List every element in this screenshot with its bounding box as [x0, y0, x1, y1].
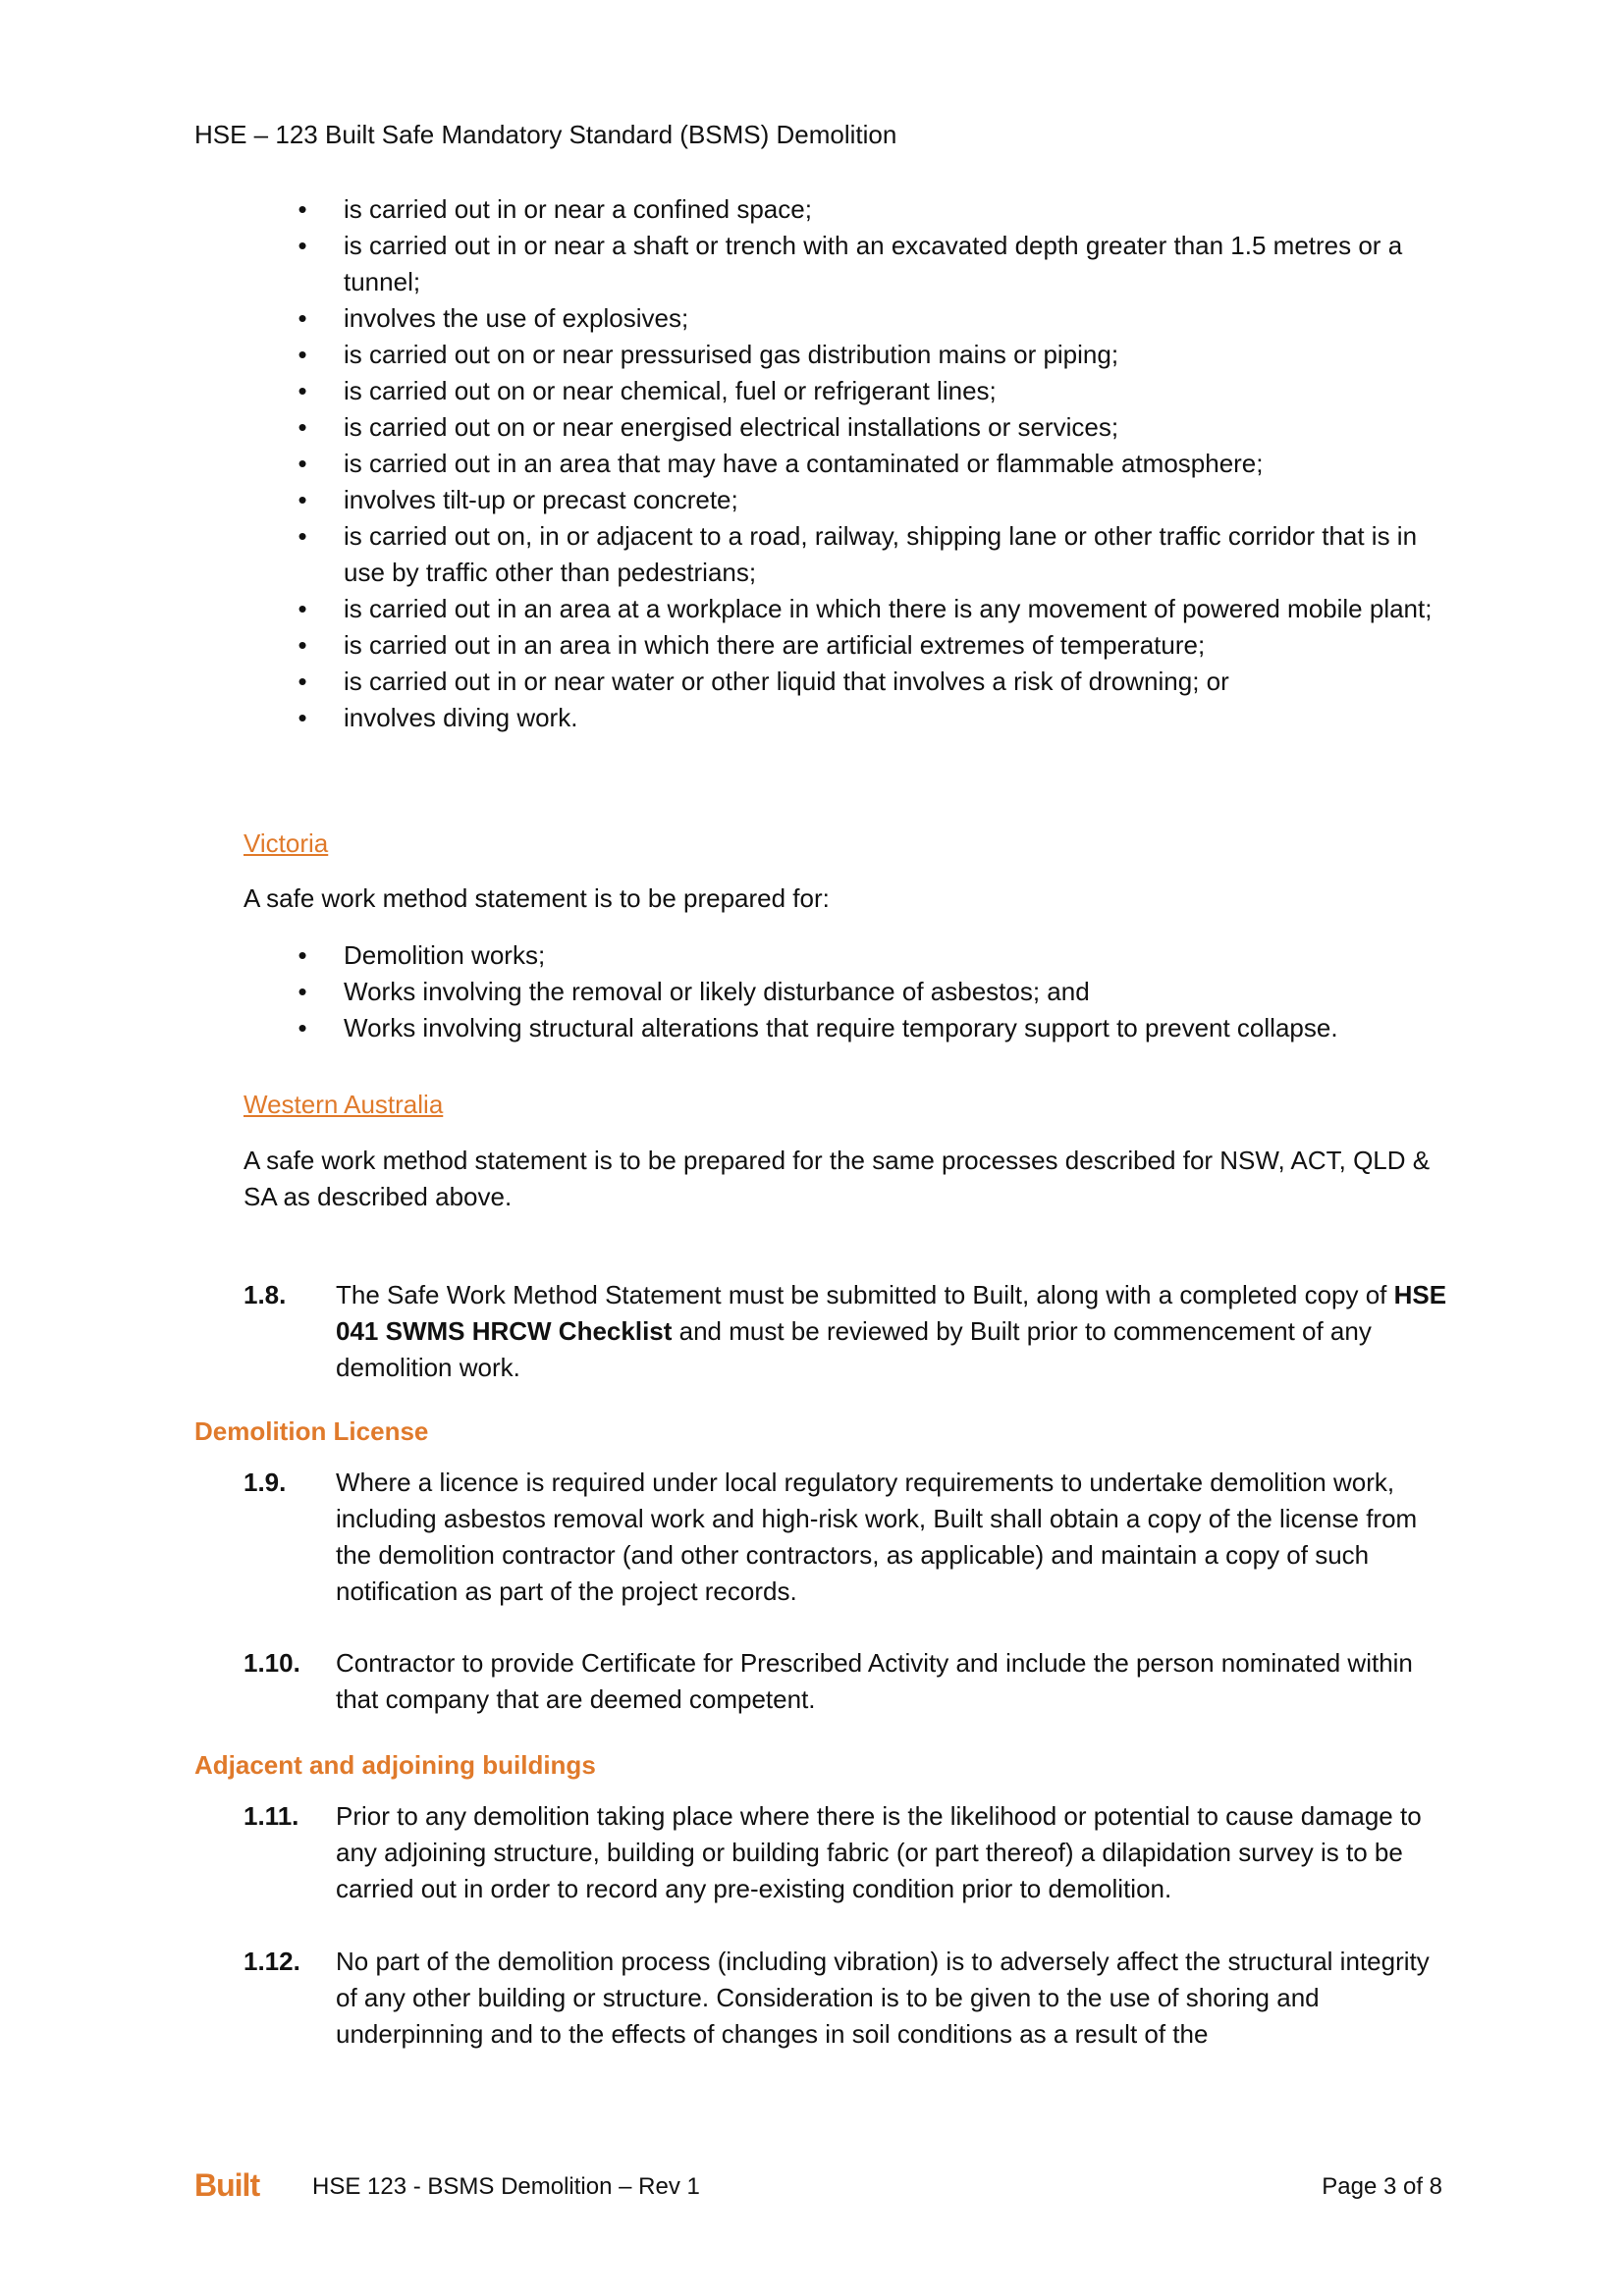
bullet-icon: • — [298, 194, 307, 224]
clause-1-11 — [244, 1798, 1451, 1907]
clause-text: Prior to any demolition taking place where there is the likelihood or potential to cause damage to any adjoining structure, building or building fabric (or part thereof) a dilapidation survey is to be carried out in order to record any pre-existing condition prior to demolition. — [336, 1801, 1422, 1903]
victoria-heading-link[interactable]: Victoria — [244, 828, 329, 858]
victoria-bullet-list — [293, 937, 1451, 1046]
clause-text: No part of the demolition process (including vibration) is to adversely affect the structural integrity of any other building or structure. Consideration is to be given to the use of shoring and underpinning and to the effects of changes in soil conditions as a result of the — [336, 1947, 1430, 2049]
list-item: • is carried out in or near a confined space; — [293, 191, 1451, 228]
bullet-icon: • — [298, 340, 307, 369]
list-item: • Demolition works; — [293, 937, 1451, 974]
clause-number: 1.10. — [244, 1648, 300, 1678]
list-item: • involves the use of explosives; — [293, 300, 1451, 337]
list-item: • is carried out on or near energised electrical installations or services; — [293, 409, 1451, 446]
footer-page-number: Page 3 of 8 — [1322, 2173, 1442, 2200]
bullet-icon: • — [298, 412, 307, 442]
clause-text: Where a licence is required under local regulatory requirements to undertake demolition work, including asbestos removal work and high-risk work, Built shall obtain a copy of the license from the demolition contractor (and other contractors, as applicable) and maintain a copy of such notification as part of the project records. — [336, 1468, 1418, 1606]
clause-number: 1.11. — [244, 1801, 299, 1831]
bullet-icon: • — [298, 594, 307, 623]
clause-number: 1.9. — [244, 1468, 287, 1497]
clause-1-9 — [244, 1465, 1451, 1610]
bullet-icon: • — [298, 667, 307, 696]
list-item: • is carried out on or near pressurised gas distribution mains or piping; — [293, 337, 1451, 373]
list-item: • Works involving the removal or likely disturbance of asbestos; and — [293, 974, 1451, 1010]
list-item: • is carried out in an area in which there are artificial extremes of temperature; — [293, 627, 1451, 664]
list-item: • is carried out on or near chemical, fuel or refrigerant lines; — [293, 373, 1451, 409]
bullet-icon: • — [298, 303, 307, 333]
clause-number: 1.8. — [244, 1280, 287, 1309]
clause-text: Contractor to provide Certificate for Prescribed Activity and include the person nominated within that company that are deemed competent. — [336, 1648, 1413, 1714]
victoria-intro: A safe work method statement is to be prepared for: — [244, 883, 830, 913]
clause-1-12 — [244, 1944, 1451, 2053]
checklist-reference: HSE 041 SWMS HRCW Checklist — [336, 1280, 1447, 1346]
bullet-icon: • — [298, 231, 307, 260]
list-item: • is carried out in an area at a workplace in which there is any movement of powered mobile plant; — [293, 591, 1451, 627]
list-item: • is carried out in or near water or other liquid that involves a risk of drowning; or — [293, 664, 1451, 700]
adjacent-buildings-heading: Adjacent and adjoining buildings — [194, 1750, 596, 1780]
bullet-icon: • — [298, 376, 307, 405]
clause-number: 1.12. — [244, 1947, 300, 1976]
list-item: • involves tilt-up or precast concrete; — [293, 482, 1451, 518]
list-item: • is carried out in or near a shaft or trench with an excavated depth greater than 1.5 metres or a tunnel; — [293, 228, 1451, 300]
list-item: • Works involving structural alterations that require temporary support to prevent collapse. — [293, 1010, 1451, 1046]
bullet-icon: • — [298, 703, 307, 732]
bullet-icon: • — [298, 977, 307, 1006]
list-item: • is carried out on, in or adjacent to a road, railway, shipping lane or other traffic corridor that is in use by traffic other than pedestrians; — [293, 518, 1451, 591]
hrcw-bullet-list — [293, 191, 1451, 736]
clause-1-8 — [244, 1277, 1451, 1386]
list-item: • is carried out in an area that may have a contaminated or flammable atmosphere; — [293, 446, 1451, 482]
bullet-icon: • — [298, 449, 307, 478]
western-australia-text: A safe work method statement is to be prepared for the same processes described for NSW, ACT, QLD & SA as described above. — [244, 1146, 1431, 1211]
clause-1-10 — [244, 1645, 1451, 1718]
bullet-icon: • — [298, 521, 307, 551]
clause-text: The Safe Work Method Statement must be submitted to Built, along with a completed copy of HSE 041 SWMS HRCW Checklist and must be reviewed by Built prior to commencement of any demolition work. — [336, 1280, 1447, 1382]
list-item: • involves diving work. — [293, 700, 1451, 736]
footer-document-title: HSE 123 - BSMS Demolition – Rev 1 — [312, 2173, 700, 2200]
bullet-icon: • — [298, 630, 307, 660]
bullet-icon: • — [298, 940, 307, 970]
western-australia-heading-link[interactable]: Western Australia — [244, 1090, 444, 1119]
bullet-icon: • — [298, 485, 307, 514]
page-header-title: HSE – 123 Built Safe Mandatory Standard (BSMS) Demolition — [194, 120, 897, 149]
demolition-license-heading: Demolition License — [194, 1416, 429, 1446]
bullet-icon: • — [298, 1013, 307, 1042]
built-logo: Built — [194, 2167, 260, 2203]
